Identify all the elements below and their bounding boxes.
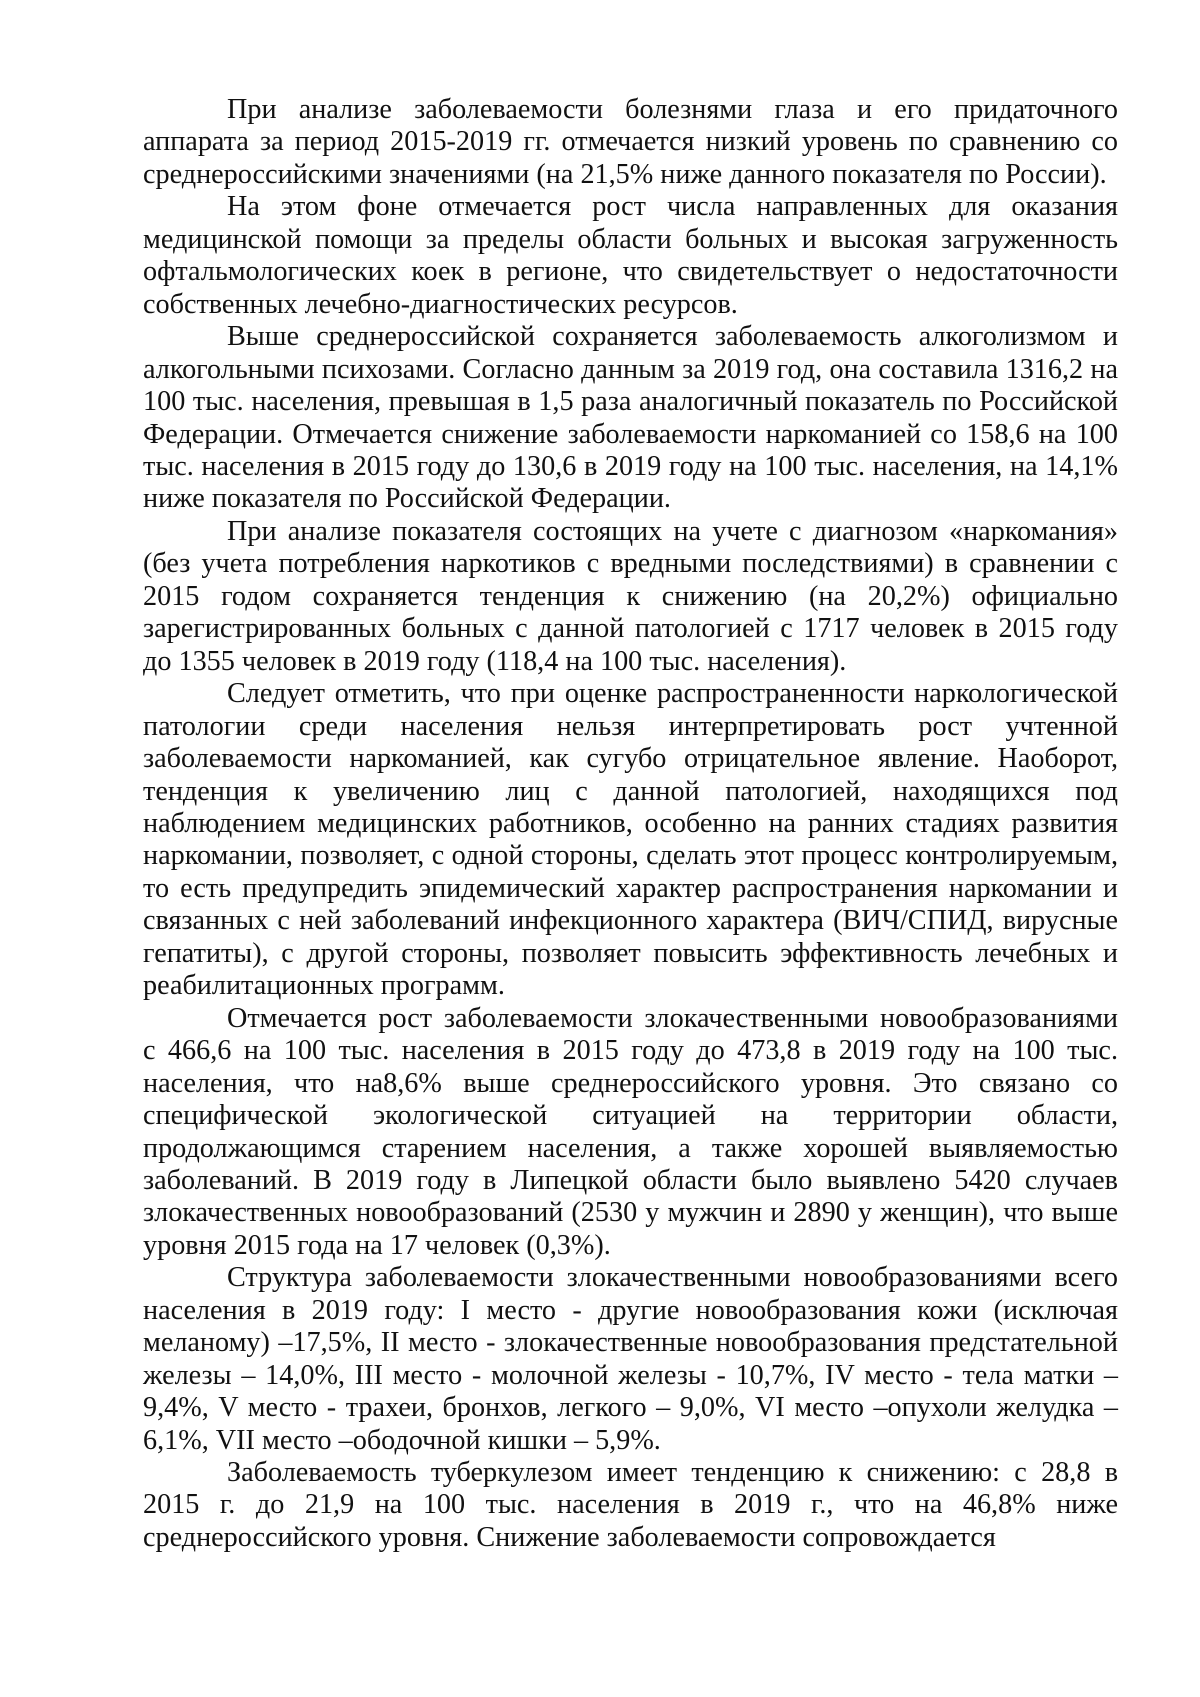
paragraph-alcoholism: Выше среднероссийской сохраняется заболеваемость алкоголизмом и алкогольными психозами. Согласно данным за 2019 год, она составила 1316,2 на 100 тыс. населения, превышая в 1,5 раза аналогичный показатель по Российской Федерации. Отмечается снижение заболеваемости наркоманией со 158,6 на 100 тыс. населения в 2015 году до 130,6 в 2019 году на 100 тыс. населения, на 14,1% ниже показателя по Российской Федерации. xyxy=(143,321,1118,515)
paragraph-referrals: На этом фоне отмечается рост числа направленных для оказания медицинской помощи за пределы области больных и высокая загруженность офтальмологических коек в регионе, что свидетельствует о недостаточности собственных лечебно-диагностических ресурсов. xyxy=(143,191,1118,320)
paragraph-tuberculosis: Заболеваемость туберкулезом имеет тенденцию к снижению: с 28,8 в 2015 г. до 21,9 на 100 тыс. населения в 2019 г., что на 46,8% ниже среднероссийского уровня. Снижение заболеваемости сопровождается xyxy=(143,1457,1118,1553)
paragraph-narcology-assessment: Следует отметить, что при оценке распространенности наркологической патологии среди населения нельзя интерпретировать рост учтенной заболеваемости наркоманией, как сугубо отрицательное явление. Наоборот, тенденция к увеличению лиц с данной патологией, находящихся под наблюдением медицинских работников, особенно на ранних стадиях развития наркомании, позволяет, с одной стороны, сделать этот процесс контролируемым, то есть предупредить эпидемический характер распространения наркомании и связанных с ней заболеваний инфекционного характера (ВИЧ/СПИД, вирусные гепатиты), с другой стороны, позволяет повысить эффективность лечебных и реабилитационных программ. xyxy=(143,678,1118,1002)
paragraph-oncology: Отмечается рост заболеваемости злокачественными новообразованиями с 466,6 на 100 тыс. населения в 2015 году до 473,8 в 2019 году на 100 тыс. населения, что на8,6% выше среднероссийского уровня. Это связано со специфической экологической ситуацией на территории области, продолжающимся старением населения, а также хорошей выявляемостью заболеваний. В 2019 году в Липецкой области было выявлено 5420 случаев злокачественных новообразований (2530 у мужчин и 2890 у женщин), что выше уровня 2015 года на 17 человек (0,3%). xyxy=(143,1002,1118,1261)
paragraph-eye-diseases: При анализе заболеваемости болезнями глаза и его придаточного аппарата за период 2015-2019 гг. отмечается низкий уровень по сравнению со среднероссийскими значениями (на 21,5% ниже данного показателя по России). xyxy=(143,94,1118,190)
document-body xyxy=(143,94,1118,1554)
paragraph-oncology-structure: Структура заболеваемости злокачественными новообразованиями всего населения в 2019 году: I место - другие новообразования кожи (исключая меланому) –17,5%, II место - злокачественные новообразования предстательной железы – 14,0%, III место - молочной железы - 10,7%, IV место - тела матки – 9,4%, V место - трахеи, бронхов, легкого – 9,0%, VI место –опухоли желудка – 6,1%, VII место –ободочной кишки – 5,9%. xyxy=(143,1262,1118,1456)
paragraph-drug-registry: При анализе показателя состоящих на учете с диагнозом «наркомания» (без учета потребления наркотиков с вредными последствиями) в сравнении с 2015 годом сохраняется тенденция к снижению (на 20,2%) официально зарегистрированных больных с данной патологией с 1717 человек в 2015 году до 1355 человек в 2019 году (118,4 на 100 тыс. населения). xyxy=(143,515,1118,677)
